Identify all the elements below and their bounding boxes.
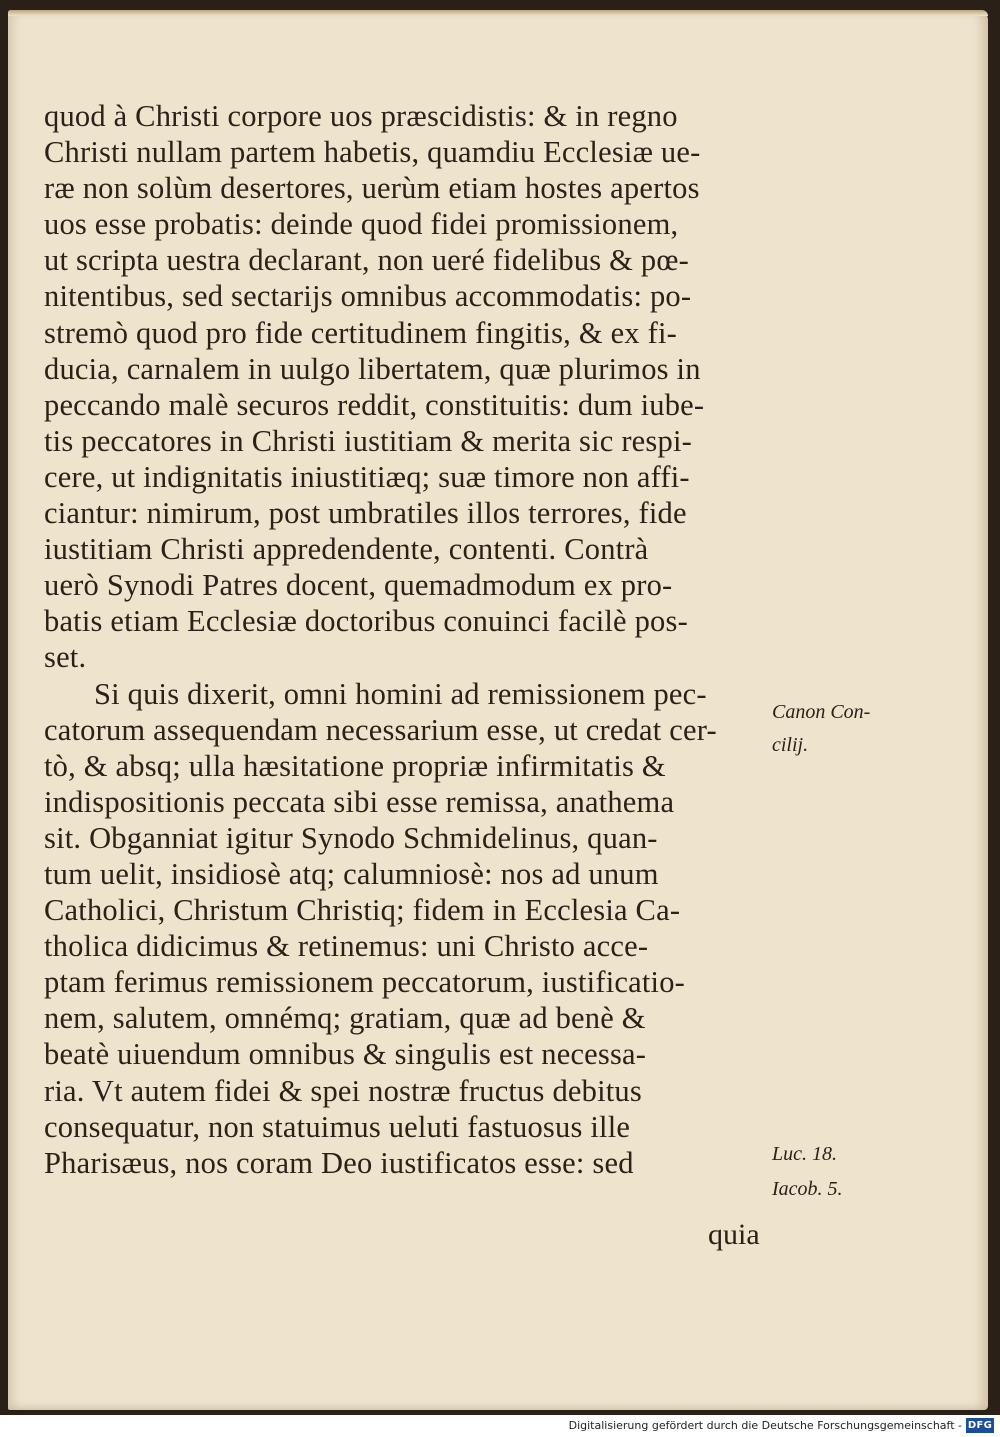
footer-credit: Digitalisierung gefördert durch die Deutsche Forschungsgemeinschaft - [568,1419,962,1432]
text-line: ut scripta uestra declarant, non ueré fidelibus & pœ- [44,243,689,278]
dfg-logo-icon: DFG [967,1420,993,1431]
text-line: Catholici, Christum Christiq; fidem in Ecclesia Ca- [44,893,681,928]
text-line: indispositionis peccata sibi esse remissa, anathema [44,784,675,819]
text-line: iustitiam Christi appredendente, contenti. Contrà [44,532,649,567]
text-line: stremò quod pro fide certitudinem fingitis, & ex fi- [44,315,677,350]
text-line: uerò Synodi Patres docent, quemadmodum ex pro- [44,568,673,603]
text-line: quod à Christi corpore uos præscidistis: & in regno [44,99,678,133]
text-line: nitentibus, sed sectarijs omnibus accommodatis: po- [44,279,692,314]
text-line: tum uelit, insidiosè atq; calumniosè: nos ad unum [44,856,659,891]
footer-bar [0,1415,1000,1437]
margin-note-iacob: Iacob. 5. [772,1178,843,1200]
text-line: ptam ferimus remissionem peccatorum, iustificatio- [44,965,685,1000]
body-text [44,98,774,1181]
text-line: tis peccatores in Christi iustitiam & merita sic respi- [44,423,692,458]
text-line: consequatur, non statuimus ueluti fastuosus ille [44,1109,631,1144]
text-line: sit. Obganniat igitur Synodo Schmidelinus, quan- [44,820,658,855]
text-line: Christi nullam partem habetis, quamdiu Ecclesiæ ue- [44,135,701,170]
text-line: ria. Vt autem fidei & spei nostræ fructus debitus [44,1073,642,1108]
margin-note-cilij: cilij. [772,734,809,756]
text-line: nem, salutem, omnémq; gratiam, quæ ad benè & [44,1001,646,1036]
text-line: ræ non solùm desertores, uerùm etiam hostes apertos [44,171,700,206]
text-line: set. [44,640,87,675]
page-top-edge [8,10,988,16]
text-line: tholica didicimus & retinemus: uni Christo acce- [44,929,649,964]
text-line: tò, & absq; ulla hæsitatione propriæ infirmitatis & [44,748,666,783]
text-line: peccando malè securos reddit, constituitis: dum iube- [44,387,705,422]
catchword: quia [708,1218,760,1251]
text-line: uos esse probatis: deinde quod fidei promissionem, [44,207,679,242]
text-line: catorum assequendam necessarium esse, ut credat cer- [44,712,717,747]
margin-note-luc: Luc. 18. [772,1143,837,1165]
margin-note-canon: Canon Con- [772,701,871,723]
text-line: cere, ut indignitatis iniustitiæq; suæ timore non affi- [44,459,690,494]
text-line: Si quis dixerit, omni homini ad remissionem pec- [94,676,707,711]
text-line: ciantur: nimirum, post umbratiles illos terrores, fide [44,496,687,531]
text-line: beatè uiuendum omnibus & singulis est necessa- [44,1037,647,1072]
text-line: ducia, carnalem in uulgo libertatem, quæ plurimos in [44,351,701,386]
text-line: batis etiam Ecclesiæ doctoribus conuinci facilè pos- [44,604,688,639]
text-line: Pharisæus, nos coram Deo iustificatos esse: sed [44,1145,634,1180]
